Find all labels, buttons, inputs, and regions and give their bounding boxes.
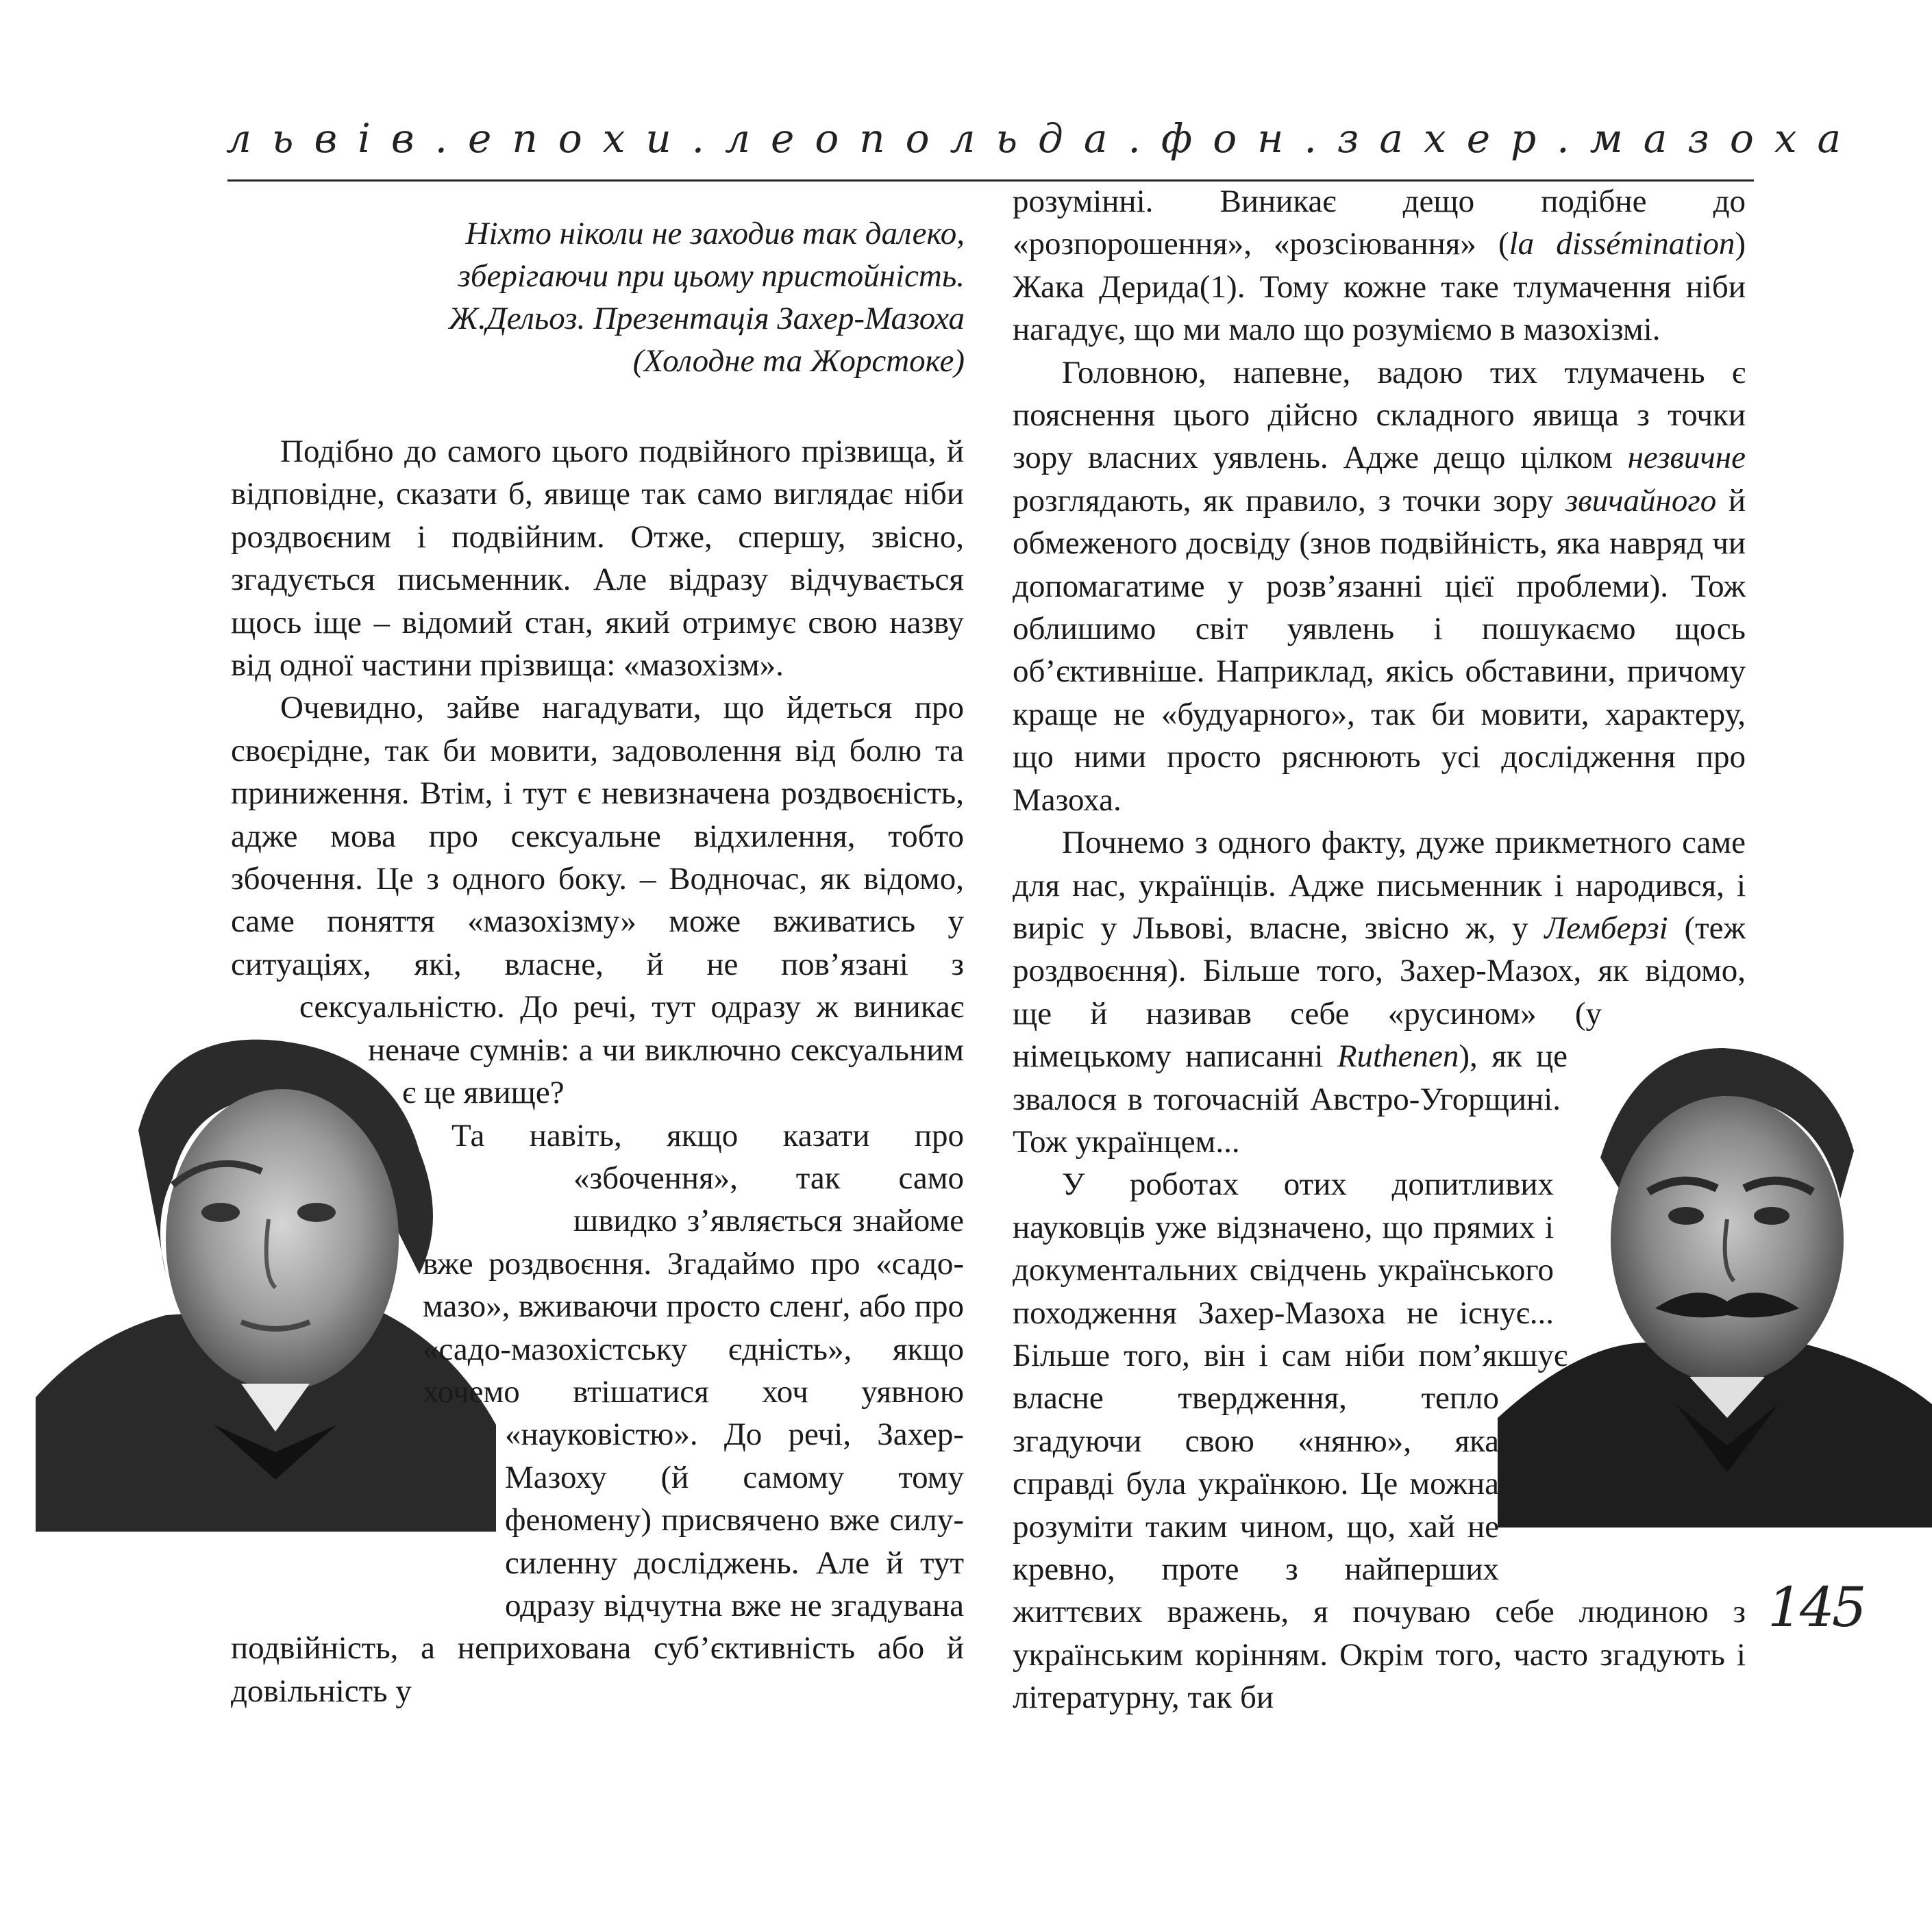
paragraph: Та навіть, якщо казати про «збочення», так само швидко з’являється знайоме вже роздвоєння. Згадаймо про «садо-мазо», вживаючи просто сленґ, або про «садо-мазохістську єдність», якщо хочемо втішатися хоч уявною «науковістю». До речі, Захер-Мазоху (й самому тому феномену) присвячено вже силу-силенну досліджень. Але й тут одразу відчутна вже не згадувана подвійність, а неприхована суб’єктивність або й довільність у bbox=[231, 1117, 964, 1709]
paragraph-text: Почнемо з одного факту, дуже прикметного саме для нас, українців. Адже письменник і народився, і виріс у Львові, власне, звісно ж, у bbox=[1013, 825, 1746, 946]
right-wrap-step bbox=[1561, 1082, 1746, 1125]
emphasis: la dissémination bbox=[1509, 226, 1735, 262]
paragraph bbox=[231, 686, 964, 1114]
page-number: 145 bbox=[1768, 1575, 1864, 1639]
epigraph bbox=[233, 212, 965, 382]
paragraph: У роботах отих допитливих науковців уже відзначено, що прямих і документальних свідчень українського походження Захер-Мазоха не існує... Більше того, він і сам ніби пом’якшує власне твердження, тепло згадуючи свою «няню», яка справді була українкою. Це можна розуміти таким чином, що, хай не кревно, проте з найперших життєвих вражень, я почуваю себе людиною з українським корінням. Окрім того, часто згадують і літературну, так би bbox=[1013, 1167, 1746, 1716]
right-wrap-step bbox=[1554, 1210, 1746, 1253]
right-wrap-step bbox=[1602, 997, 1746, 1039]
paragraph-text: розглядають, як правило, з точки зору bbox=[1013, 482, 1565, 519]
paragraph-text: розумінні. Виникає дещо подібне до «розпорошення», «розсіювання» ( bbox=[1013, 184, 1746, 262]
epigraph-line-1: Ніхто ніколи не заходив так далеко, bbox=[465, 216, 965, 251]
left-wrap-step bbox=[231, 1328, 423, 1371]
paragraph-text: Головною, напевне, вадою тих тлумачень є пояснення цього дійсно складного явища з точки зору власних уявлень. Адже дещо цілком bbox=[1013, 354, 1746, 476]
emphasis: звичайного bbox=[1565, 482, 1717, 519]
paragraph bbox=[1013, 180, 1746, 351]
right-wrap-step bbox=[1561, 1125, 1746, 1167]
paragraph-text: ) Жака Дерида(1). Тому кожне таке тлумачення ніби нагадує, що ми мало що розуміємо в мазохізмі. bbox=[1013, 226, 1746, 348]
right-column bbox=[1013, 180, 1746, 1719]
epigraph-line-3: Ж.Дельоз. Презентація Захер-Мазоха bbox=[448, 301, 965, 336]
left-wrap-step bbox=[231, 1114, 402, 1157]
left-wrap-step bbox=[231, 1158, 573, 1200]
left-column bbox=[231, 430, 964, 1712]
left-wrap-step bbox=[231, 1286, 423, 1328]
emphasis: Лемберзі bbox=[1544, 910, 1668, 946]
left-wrap-step bbox=[231, 1414, 505, 1456]
left-wrap-step bbox=[231, 1371, 423, 1414]
paragraph-text: й обмеженого досвіду (знов подвійність, яка навряд чи допомагатиме у розв’язанні цієї проблеми). Тож облишимо світ уявлень і пошукаємо щось об’єктивніше. Наприклад, якісь обставини, причому краще не «будуарного», так би мовити, характеру, що ними просто ряснюють усі дослідження про Мазоха. bbox=[1013, 482, 1746, 818]
paragraph-text: Очевидно, зайве нагадувати, що йдеться про своєрідне, так би мовити, задоволення від болю та приниження. Втім, і тут є невизначена роздвоєність, адже мова про сексуальне відхилення, тобто збочення. Це з одного боку. – Водночас, як відомо, саме поняття «мазохізму» може вживатись у ситуаціях, які, власне, й не пов’язані з сексуальністю. До речі, тут одразу ж виникає неначе сумнів: а чи виключно сексуальним є це явище? bbox=[231, 690, 964, 1111]
right-wrap-step bbox=[1499, 1424, 1746, 1467]
emphasis: незвичне bbox=[1627, 440, 1746, 476]
right-wrap-step bbox=[1568, 1338, 1746, 1381]
paragraph bbox=[1013, 351, 1746, 821]
right-wrap-step bbox=[1499, 1510, 1746, 1552]
running-header-title: львів.епохи.леопольда.фон.захер.мазоха bbox=[226, 115, 1862, 162]
left-wrap-step bbox=[231, 1542, 505, 1584]
epigraph-line-4: (Холодне та Жорстоке) bbox=[632, 343, 965, 379]
left-wrap-step bbox=[231, 1200, 423, 1243]
paragraph-text: (теж роздвоєння). Більше того, Захер-Мазох, як відомо, ще й називав себе «русином» (у німецькому написанні bbox=[1013, 910, 1746, 1075]
left-wrap-step bbox=[231, 1456, 505, 1499]
paragraph-text: ), як це звалося в тогочасній Австро-Угорщині. Тож українцем... bbox=[1013, 1038, 1568, 1160]
emphasis: Ruthenen bbox=[1337, 1038, 1459, 1075]
paragraph: Подібно до самого цього подвійного прізвища, й відповідне, сказати б, явище так само виглядає ніби роздвоєним і подвійним. Отже, спершу, звісно, згадується письменник. Але відразу відчувається щось іще – відомий стан, який отримує свою назву від одної частини прізвища: «мазохізм». bbox=[231, 434, 964, 684]
right-wrap-step bbox=[1554, 1253, 1746, 1295]
right-wrap-step bbox=[1499, 1382, 1746, 1424]
right-wrap-step bbox=[1554, 1168, 1746, 1210]
right-wrap-step bbox=[1499, 1467, 1746, 1509]
left-wrap-step bbox=[231, 1243, 423, 1285]
left-wrap-step bbox=[231, 1499, 505, 1542]
right-wrap-step bbox=[1568, 1039, 1746, 1082]
epigraph-line-2: зберігаючи при цьому пристойність. bbox=[458, 258, 965, 294]
right-wrap-step bbox=[1568, 1296, 1746, 1338]
